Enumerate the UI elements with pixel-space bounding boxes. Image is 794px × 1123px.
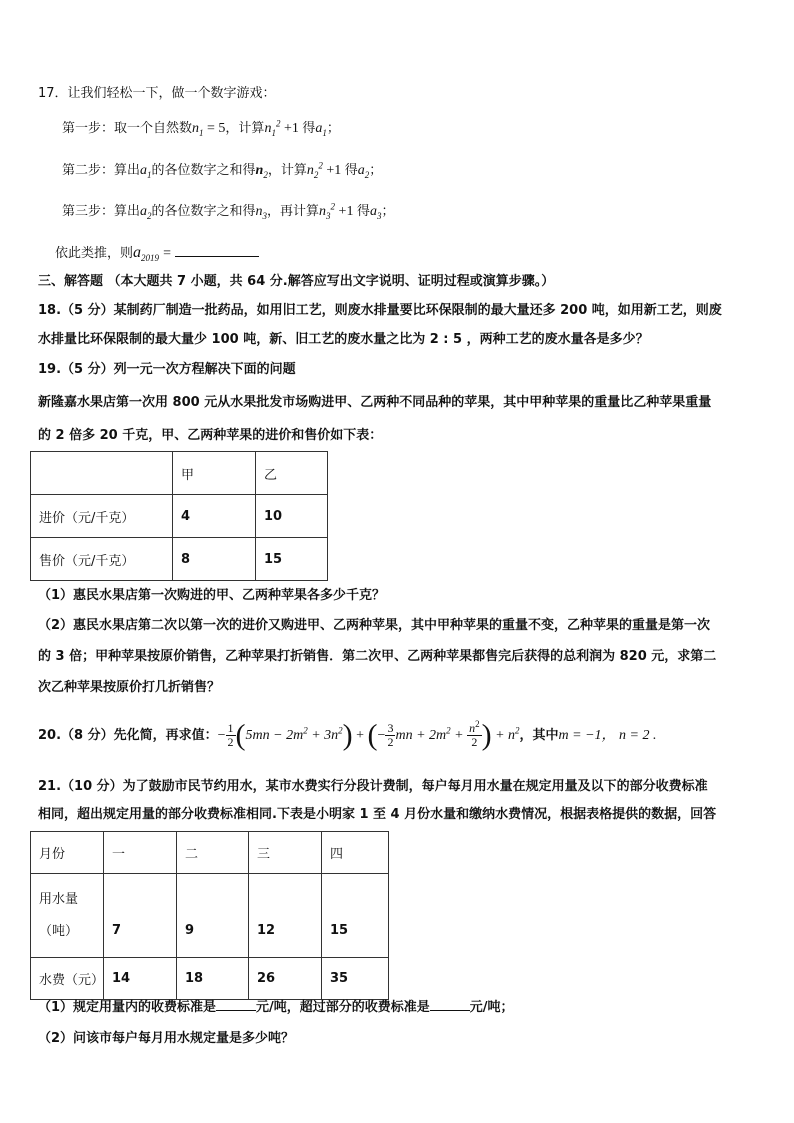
q17-title: 17．让我们轻松一下，做一个数字游戏： [38, 86, 276, 101]
water-table [30, 831, 389, 1000]
table-row: 用水量 （吨） 7 9 12 15 [31, 874, 389, 958]
q21-line1: 21.（10 分）为了鼓励市民节约用水，某市水费实行分段计费制，每户每月用水量在规定用量及以下的部分收费标准 [38, 779, 708, 794]
q20-expression: 20.（8 分）先化简，再求值：− $\frac{1}{2}$ $(5mn - 2m^2 + 3n^2)$ + (− $\frac{3}{2}$ mn + $2m^2$ + $\frac{n^2}{2}$ ) + $n^2$，其中m = −1， n = 2 . [38, 718, 657, 752]
q19-title: 19.（5 分）列一元一次方程解决下面的问题 [38, 362, 296, 377]
q19-sub2-line2: 的 3 倍；甲种苹果按原价销售，乙种苹果打折销售．第二次甲、乙两种苹果都售完后获得的总利润为 820 元，求第二 [38, 649, 717, 664]
q21-sub1: （1）规定用量内的收费标准是 元/吨，超过部分的收费标准是 元/吨； [38, 1000, 514, 1015]
table-row: 水费（元） 14 18 26 35 [31, 958, 389, 1000]
table-row: 月份 一 二 三 四 [31, 832, 389, 874]
q17-step3: 第三步：算出$a_2$的各位数字之和得$n_3$，再计算$n_3^2 +1$ 得$a_3$； [62, 201, 395, 221]
rate-blank-2[interactable] [430, 1010, 470, 1011]
q19-line2: 的 2 倍多 20 千克，甲、乙两种苹果的进价和售价如下表： [38, 428, 383, 443]
q18-line1: 18.（5 分）某制药厂制造一批药品，如用旧工艺，则废水排量要比环保限制的最大量还多 200 吨，如用新工艺，则废 [38, 303, 722, 318]
q18-line2: 水排量比环保限制的最大量少 100 吨，新、旧工艺的废水量之比为 2 : 5 ，两种工艺的废水量各是多少？ [38, 332, 649, 347]
q21-sub2: （2）问该市每户每月用水规定量是多少吨？ [38, 1031, 295, 1046]
q17-step2: 第二步：算出$a_1$的各位数字之和得$n_2$，计算$n_2^2 +1$ 得$a_2$； [62, 160, 383, 180]
q17-step1: 第一步：取一个自然数$n_1 = 5$，计算$n_1^2 +1$ 得$a_1$； [62, 118, 340, 138]
table-row: 售价（元/千克） 8 15 [31, 538, 328, 581]
price-table [30, 451, 328, 581]
q19-sub2-line3: 次乙种苹果按原价打几折销售？ [38, 680, 221, 695]
q17-final: 依此类推，则$a_{2019}$ = [55, 244, 259, 263]
q19-sub2-line1: （2）惠民水果店第二次以第一次的进价又购进甲、乙两种苹果，其中甲种苹果的重量不变，乙种苹果的重量是第一次 [38, 618, 711, 633]
q19-sub1: （1）惠民水果店第一次购进的甲、乙两种苹果各多少千克？ [38, 588, 386, 603]
section3-title: 三、解答题 （本大题共 7 小题，共 64 分.解答应写出文字说明、证明过程或演算步骤。） [38, 274, 555, 289]
q19-line1: 新隆嘉水果店第一次用 800 元从水果批发市场购进甲、乙两种不同品种的苹果，其中甲种苹果的重量比乙种苹果重量 [38, 395, 712, 410]
n1-math: $n_1$ [192, 121, 204, 138]
q21-line2: 相同，超出规定用量的部分收费标准相同.下表是小明家 1 至 4 月份水量和缴纳水费情况，根据表格提供的数据，回答 [38, 807, 717, 822]
rate-blank-1[interactable] [216, 1010, 256, 1011]
answer-blank[interactable] [175, 256, 259, 257]
table-row: 甲 乙 [31, 452, 328, 495]
table-row: 进价（元/千克） 4 10 [31, 495, 328, 538]
